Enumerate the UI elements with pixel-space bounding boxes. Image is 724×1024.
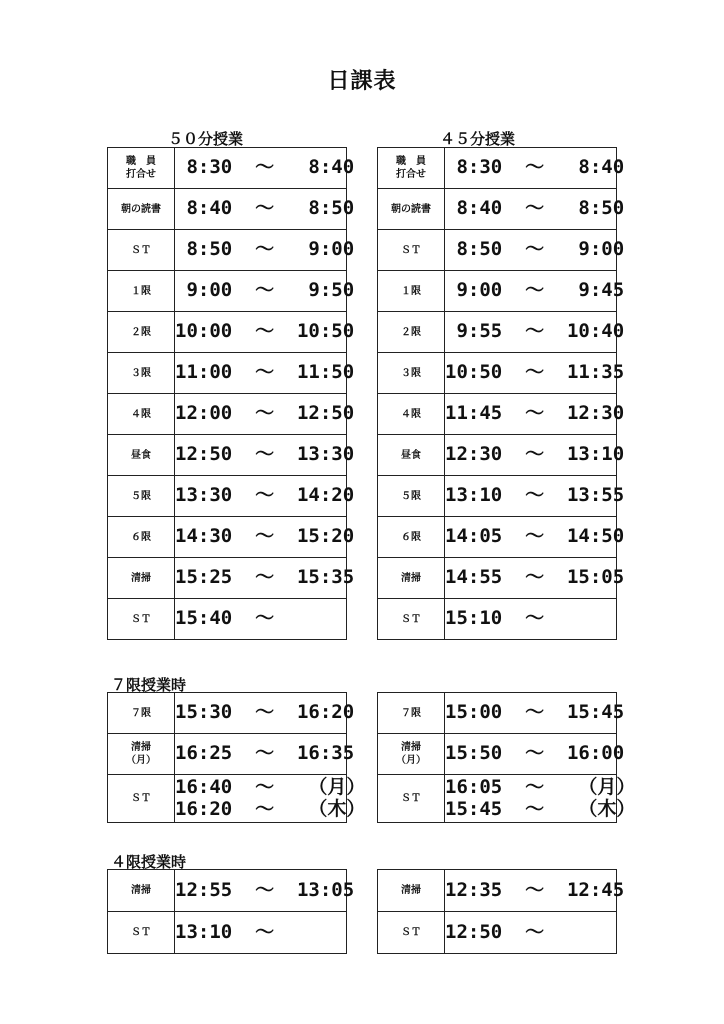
period-label-line: 職 員 [126,156,156,167]
time-range [445,148,625,189]
period-label-line: 清掃 [401,742,421,753]
schedule-row [108,148,347,189]
period-label [108,353,175,394]
time-range-text: 16:40 〜 （月） [175,775,366,798]
time-range [175,912,347,954]
period-label-line: ＳＴ [131,793,151,804]
time-range-text: 15:40 〜 [175,607,275,630]
schedule-row [378,734,617,775]
time-range [175,312,355,353]
schedule-row [378,230,617,271]
period-label-line: ３限 [401,367,421,379]
period-label-line: ７限 [131,707,151,719]
time-range-text: 8:30 〜 8:40 [175,156,355,179]
time-range-text: 11:00 〜 11:50 [175,361,355,384]
period-label [378,353,445,394]
period-label [378,870,445,912]
time-range [445,599,617,640]
period-label [378,599,445,640]
time-range [175,230,355,271]
period-label [378,517,445,558]
schedule-row [108,693,347,734]
time-range-text: 12:30 〜 13:10 [445,443,625,466]
time-range [445,558,625,599]
time-range [175,271,355,312]
period-label-line: ４限 [401,408,421,420]
time-range-text: 9:00 〜 9:50 [175,279,355,302]
period-label [108,435,175,476]
period-label-line: ７限 [401,707,421,719]
schedule-row [378,599,617,640]
period-label-line: 昼食 [401,449,421,461]
period-label [378,693,445,734]
time-range-text: 15:25 〜 15:35 [175,566,355,589]
time-range [175,558,355,599]
period-label-line: ＳＴ [401,613,421,625]
schedule-50min-table [107,147,355,640]
period-label [378,734,445,775]
time-range [445,353,625,394]
time-range [445,476,625,517]
schedule-45min-table [377,147,625,640]
schedule-row [108,271,347,312]
time-range [445,394,625,435]
page-title: 日課表 [327,69,397,94]
schedule-7th-50min-table [107,692,366,823]
period-label [378,558,445,599]
heading-50min: ５０分授業 [168,130,244,148]
period-label [108,775,175,823]
period-label-line: ＳＴ [401,793,421,804]
time-range-text: 14:05 〜 14:50 [445,525,625,548]
period-label [378,271,445,312]
schedule-row [108,599,347,640]
period-label-line: ６限 [401,531,421,543]
schedule-row [378,870,617,912]
schedule-row [378,394,617,435]
time-range-text: 8:50 〜 9:00 [445,238,625,261]
time-range [175,476,355,517]
period-label [108,271,175,312]
time-range-text: 15:50 〜 16:00 [445,742,625,765]
time-range [175,693,355,734]
time-range [445,775,636,823]
schedule-row [378,189,617,230]
time-range [445,189,625,230]
time-range [175,870,355,912]
schedule-4th-50min-table [107,869,355,954]
schedule-row [378,312,617,353]
period-label [378,476,445,517]
time-range-text: 9:00 〜 9:45 [445,279,625,302]
time-range-text: 8:40 〜 8:50 [445,197,625,220]
period-label [108,312,175,353]
period-label [378,912,445,954]
time-range [445,734,625,775]
schedule-row [378,353,617,394]
time-range-text: 8:40 〜 8:50 [175,197,355,220]
period-label-line: 清掃 [131,742,151,753]
schedule-row [378,435,617,476]
schedule-row [378,148,617,189]
period-label-line: ＳＴ [131,244,151,256]
schedule-row [108,476,347,517]
time-range [175,394,355,435]
time-range-text: 15:00 〜 15:45 [445,701,625,724]
time-range-text: 12:35 〜 12:45 [445,878,625,901]
period-label-line: ＳＴ [131,927,151,938]
period-label-line: ５限 [401,490,421,502]
time-range [445,693,625,734]
time-range [175,599,347,640]
period-label [108,734,175,775]
schedule-row [378,271,617,312]
time-range-text: 12:50 〜 13:30 [175,443,355,466]
time-range-text: 15:45 〜 （木） [445,797,636,820]
time-range-text: 13:30 〜 14:20 [175,484,355,507]
time-range [445,517,625,558]
period-label [108,476,175,517]
time-range-text: 14:55 〜 15:05 [445,566,625,589]
time-range [445,312,625,353]
time-range [445,271,625,312]
period-label-line: ＳＴ [401,927,421,938]
period-label [378,435,445,476]
period-label-line: 清掃 [401,885,421,896]
period-label [108,558,175,599]
period-label-line: 職 員 [396,156,426,167]
period-label-line: （月） [396,755,426,766]
period-label-line: １限 [131,285,151,297]
period-label-line: 昼食 [131,449,151,461]
time-range-text: 15:30 〜 16:20 [175,701,355,724]
time-range-text: 10:50 〜 11:35 [445,361,625,384]
time-range [175,148,355,189]
period-label [108,230,175,271]
period-label [108,517,175,558]
time-range [445,435,625,476]
schedule-row [108,312,347,353]
time-range [175,435,355,476]
period-label [378,148,445,189]
time-range [175,189,355,230]
time-range [175,775,366,823]
schedule-row [108,558,347,599]
time-range-text: 12:00 〜 12:50 [175,402,355,425]
time-range-text: 14:30 〜 15:20 [175,525,355,548]
period-label-line: 打合せ [126,169,156,180]
heading-7th-period: ７限授業時 [111,676,187,694]
time-range [445,912,617,954]
time-range [175,734,355,775]
schedule-row [378,558,617,599]
period-label-line: 打合せ [396,169,426,180]
period-label [378,230,445,271]
time-range-text: 13:10 〜 [175,920,275,943]
schedule-row [378,517,617,558]
time-range-text: 9:55 〜 10:40 [445,320,625,343]
time-range-text: 8:50 〜 9:00 [175,238,355,261]
heading-45min: ４５分授業 [440,130,516,148]
period-label-line: 朝の読書 [121,203,161,215]
time-range [175,517,355,558]
schedule-row [108,775,347,823]
period-label [378,394,445,435]
time-range [175,353,355,394]
period-label-line: 清掃 [401,572,421,584]
schedule-row [108,230,347,271]
period-label-line: ２限 [401,326,421,338]
period-label [108,870,175,912]
time-range-text: 16:05 〜 （月） [445,775,636,798]
schedule-row [378,775,617,823]
time-range-text: 8:30 〜 8:40 [445,156,625,179]
period-label [378,312,445,353]
schedule-row [108,734,347,775]
period-label-line: ６限 [131,531,151,543]
period-label-line: 清掃 [131,572,151,584]
period-label [378,775,445,823]
period-label-line: ４限 [131,408,151,420]
time-range-text: 16:20 〜 （木） [175,797,366,820]
period-label-line: １限 [401,285,421,297]
schedule-row [378,912,617,954]
period-label [378,189,445,230]
period-label [108,599,175,640]
period-label-line: ＳＴ [131,613,151,625]
period-label [108,394,175,435]
schedule-row [378,693,617,734]
schedule-row [108,912,347,954]
time-range-text: 11:45 〜 12:30 [445,402,625,425]
schedule-row [108,189,347,230]
schedule-4th-45min-table [377,869,625,954]
time-range-text: 12:55 〜 13:05 [175,878,355,901]
time-range [445,230,625,271]
time-range [445,870,625,912]
period-label-line: 朝の読書 [391,203,431,215]
period-label-line: ３限 [131,367,151,379]
schedule-row [378,476,617,517]
period-label [108,189,175,230]
time-range-text: 13:10 〜 13:55 [445,484,625,507]
schedule-row [108,353,347,394]
schedule-row [108,870,347,912]
period-label-line: ２限 [131,326,151,338]
period-label-line: 清掃 [131,885,151,896]
heading-4th-period: ４限授業時 [111,853,187,871]
time-range-text: 10:00 〜 10:50 [175,320,355,343]
schedule-7th-45min-table [377,692,636,823]
period-label-line: ＳＴ [401,244,421,256]
time-range-text: 12:50 〜 [445,920,545,943]
time-range-text: 15:10 〜 [445,607,545,630]
schedule-row [108,517,347,558]
period-label [108,693,175,734]
period-label-line: ５限 [131,490,151,502]
time-range-text: 16:25 〜 16:35 [175,742,355,765]
period-label-line: （月） [126,755,156,766]
period-label [108,148,175,189]
schedule-row [108,435,347,476]
period-label [108,912,175,954]
schedule-row [108,394,347,435]
